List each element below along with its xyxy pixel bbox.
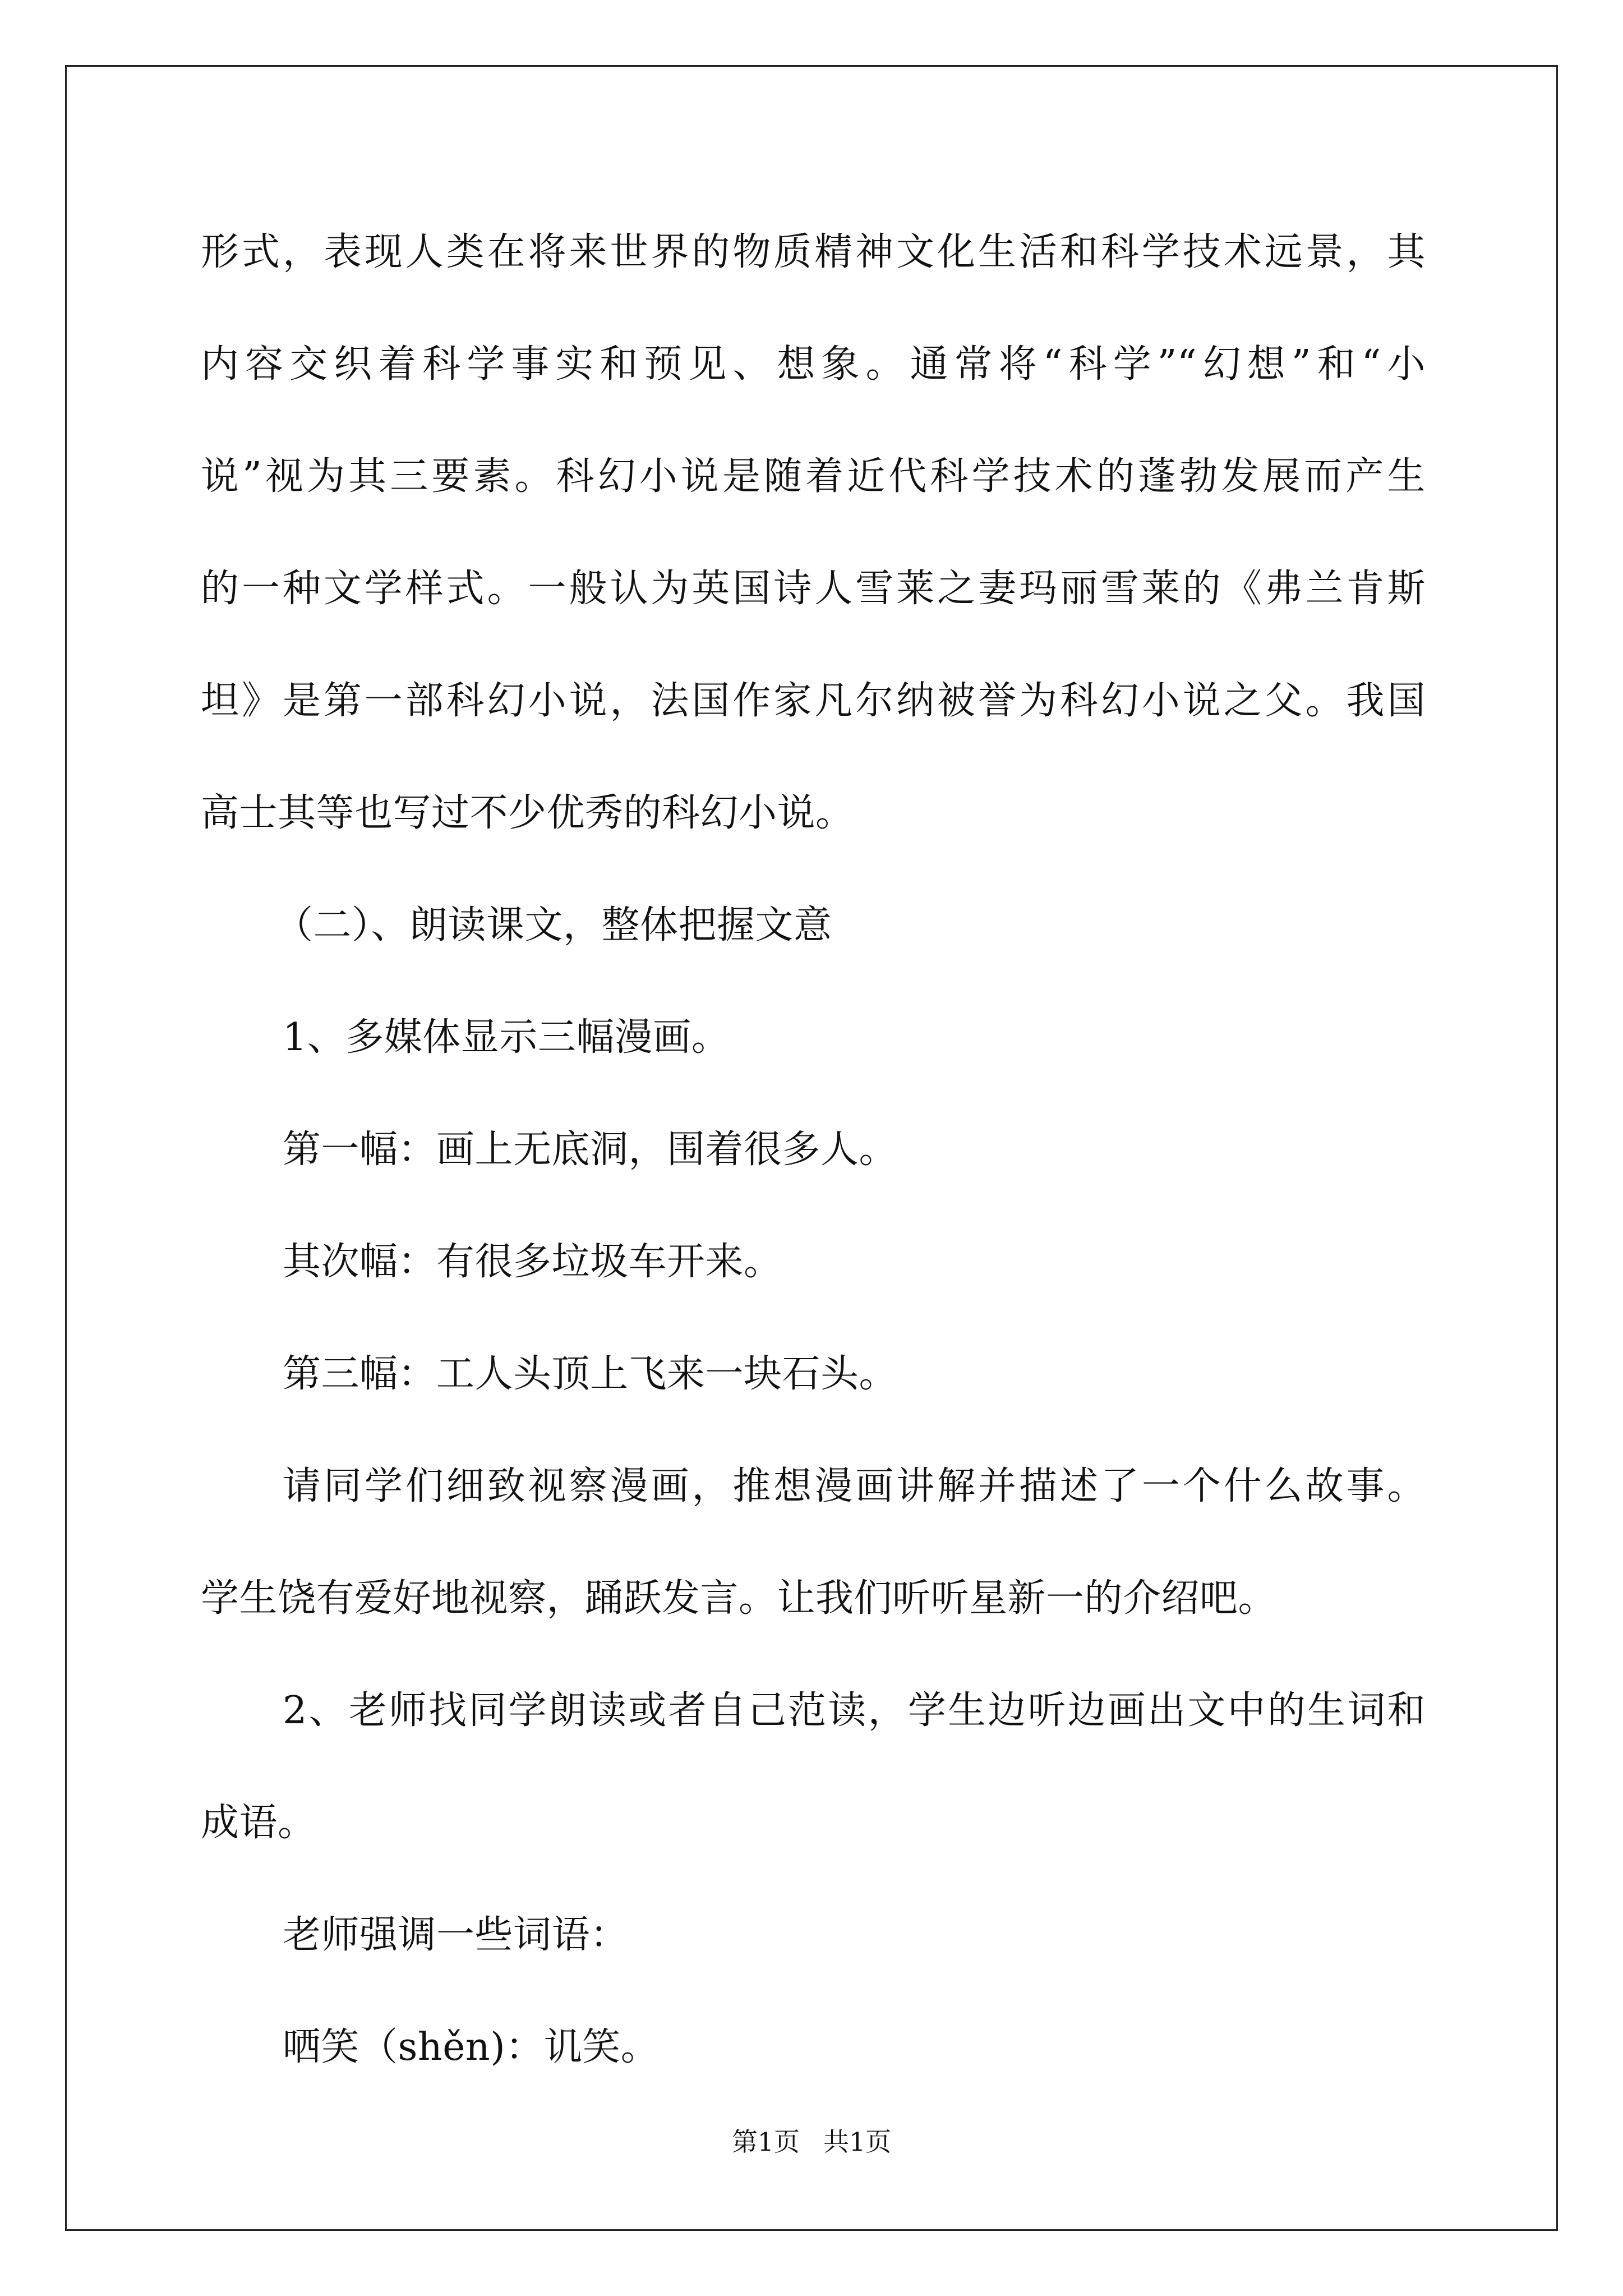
section-heading: （二）、朗读课文，整体把握文意 [275,903,832,947]
page-footer [0,2125,1623,2159]
text-line: 老师强调一些词语： [283,1913,629,1957]
text-line: 第一幅：画上无底洞，围着很多人。 [283,1128,898,1172]
text-line: 2、老师找同学朗读或者自己范读，学生边听边画出文中的生词和 [283,1688,1426,1733]
text-line: 其次幅：有很多垃圾车开来。 [283,1240,782,1284]
text-line: 1、多媒体显示三幅漫画。 [283,1015,730,1060]
text-line: 第三幅：工人头顶上飞来一块石头。 [283,1352,898,1396]
text-line: 哂笑（shěn)：讥笑。 [283,2025,660,2069]
page-number: 第1页 [731,2127,800,2157]
text-line: 形式，表现人类在将来世界的物质精神文化生活和科学技术远景，其 [201,230,1426,274]
page-total: 共1页 [823,2127,892,2157]
text-line: 的一种文学样式。一般认为英国诗人雪莱之妻玛丽雪莱的《弗兰肯斯 [201,567,1426,611]
text-line: 内容交织着科学事实和预见、想象。通常将“科学”“幻想”和“小 [201,342,1426,386]
text-line: 高士其等也写过不少优秀的科幻小说。 [201,791,854,835]
text-line: 请同学们细致视察漫画，推想漫画讲解并描述了一个什么故事。 [283,1464,1426,1508]
text-line: 坦》是第一部科幻小说，法国作家凡尔纳被誉为科幻小说之父。我国 [201,679,1426,723]
text-line: 成语。 [201,1801,316,1845]
text-line: 说”视为其三要素。科幻小说是随着近代科学技术的蓬勃发展而产生 [201,454,1426,499]
text-line: 学生饶有爱好地视察，踊跃发言。让我们听听星新一的介绍吧。 [201,1576,1277,1621]
